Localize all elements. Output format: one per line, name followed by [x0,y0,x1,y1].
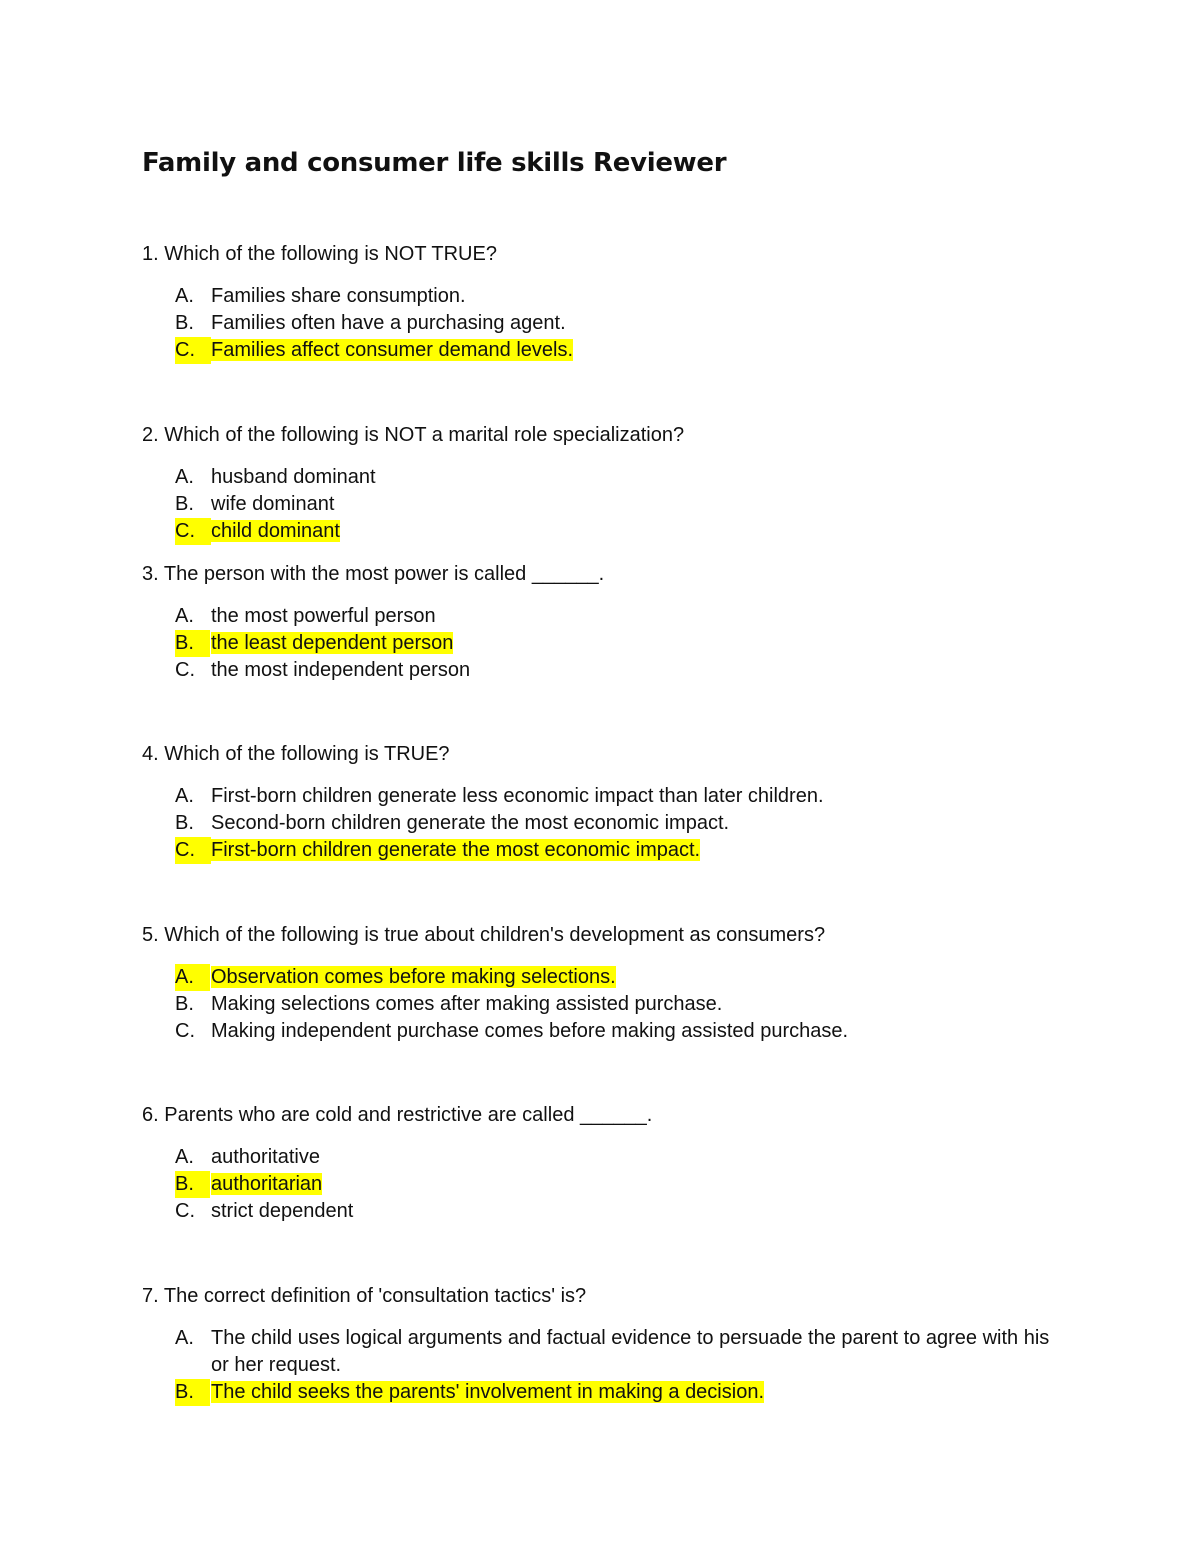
option-b [142,491,1062,518]
option-b-highlighted [142,1379,1062,1406]
option-text: Families affect consumer demand levels. [211,339,574,361]
option-text: child dominant [211,520,340,542]
option-letter: C. [175,337,211,364]
option-text: the most powerful person [211,605,436,627]
option-letter: C. [175,518,211,545]
option-text: First-born children generate the most economic impact. [211,839,701,861]
option-list [142,783,1062,864]
option-letter: B. [175,312,194,334]
option-a [142,783,1062,810]
question-3 [142,561,1062,684]
option-a [142,1144,1062,1171]
question-2 [142,422,1062,545]
option-b-highlighted [142,1171,1062,1198]
option-c [142,1198,1062,1225]
option-list [142,283,1062,364]
option-a [142,464,1062,491]
option-b-highlighted [142,630,1062,657]
option-letter: B. [175,1171,210,1198]
option-letter: A. [175,785,194,807]
option-letter: A. [175,466,194,488]
option-list [142,603,1062,684]
option-a [142,283,1062,310]
option-list [142,964,1062,1045]
option-letter: C. [175,1200,195,1222]
option-list [142,1325,1062,1406]
option-c-highlighted [142,518,1062,545]
option-letter: A. [175,1327,194,1349]
question-text: 7. The correct definition of 'consultation tactics' is? [142,1285,587,1307]
option-text: Families share consumption. [211,285,466,307]
option-text: Families often have a purchasing agent. [211,312,566,334]
option-letter: A. [175,285,194,307]
option-letter: A. [175,964,210,991]
option-c [142,1018,1062,1045]
option-c-highlighted [142,837,1062,864]
document-title: Family and consumer life skills Reviewer [142,148,727,178]
option-b [142,810,1062,837]
option-text: authoritative [211,1146,320,1168]
option-letter: C. [175,659,195,681]
option-letter: B. [175,630,210,657]
option-text: The child seeks the parents' involvement in making a decision. [211,1381,764,1403]
option-letter: C. [175,837,211,864]
question-text: 1. Which of the following is NOT TRUE? [142,243,497,265]
option-a [142,603,1062,630]
option-text: the least dependent person [211,632,454,654]
option-text: wife dominant [211,493,335,515]
question-1 [142,241,1062,364]
option-letter: B. [175,812,194,834]
option-text: The child uses logical arguments and factual evidence to persuade the parent to agree with his or her request. [211,1327,1050,1376]
question-7 [142,1283,1062,1406]
option-text: Observation comes before making selections. [211,966,616,988]
question-5 [142,922,1062,1045]
option-text: the most independent person [211,659,471,681]
option-letter: B. [175,993,194,1015]
question-4 [142,741,1062,864]
question-text: 3. The person with the most power is called ______. [142,563,605,585]
question-text: 5. Which of the following is true about children's development as consumers? [142,924,826,946]
option-letter: A. [175,1146,194,1168]
option-letter: A. [175,605,194,627]
option-c-highlighted [142,337,1062,364]
question-6 [142,1102,1062,1225]
option-list [142,1144,1062,1225]
option-text: authoritarian [211,1173,323,1195]
question-text: 4. Which of the following is TRUE? [142,743,450,765]
option-text: First-born children generate less economic impact than later children. [211,785,824,807]
option-a-highlighted [142,964,1062,991]
option-list [142,464,1062,545]
question-text: 6. Parents who are cold and restrictive are called ______. [142,1104,653,1126]
option-text: Second-born children generate the most economic impact. [211,812,730,834]
option-text: Making selections comes after making assisted purchase. [211,993,723,1015]
option-letter: B. [175,493,194,515]
option-a [142,1325,1062,1379]
option-b [142,310,1062,337]
option-letter: C. [175,1020,195,1042]
option-text: husband dominant [211,466,376,488]
option-text: Making independent purchase comes before making assisted purchase. [211,1020,849,1042]
option-c [142,657,1062,684]
question-text: 2. Which of the following is NOT a marital role specialization? [142,424,685,446]
option-letter: B. [175,1379,210,1406]
option-text: strict dependent [211,1200,354,1222]
option-b [142,991,1062,1018]
